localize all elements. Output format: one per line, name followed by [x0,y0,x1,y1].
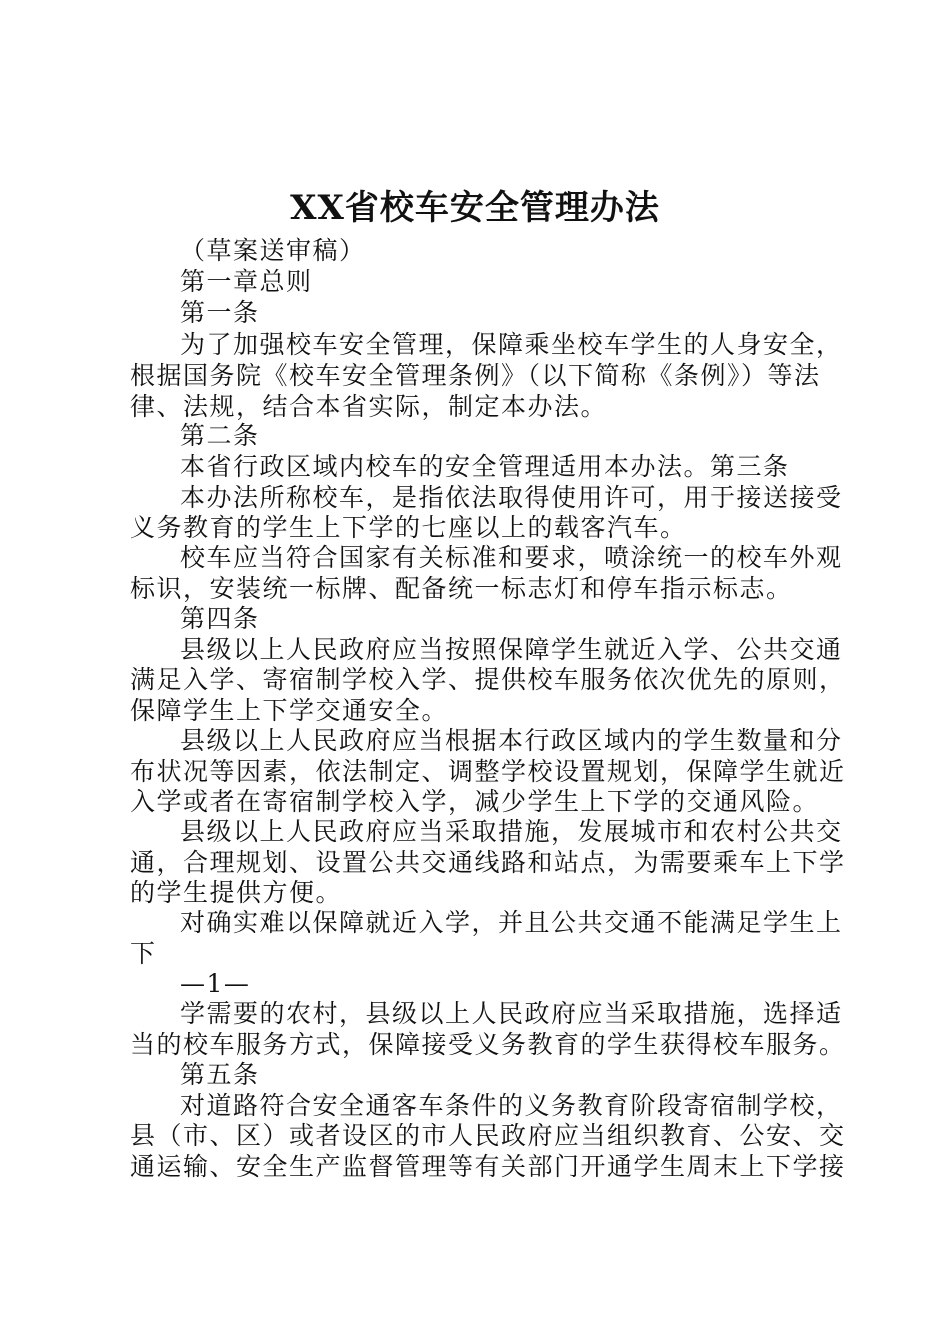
text-line: 校车应当符合国家有关标准和要求，喷涂统一的校车外观 [180,543,843,572]
article-heading: 第五条 [180,1060,260,1089]
text-line: 保障学生上下学交通安全。 [130,696,449,725]
text-line: 根据国务院《校车安全管理条例》（以下简称《条例》）等法 [130,361,821,390]
text-line: 县级以上人民政府应当根据本行政区域内的学生数量和分 [180,726,843,755]
draft-note: （草案送审稿） [180,236,366,265]
text-line: 标识，安装统一标牌、配备统一标志灯和停车指示标志。 [130,574,793,603]
text-line: 本办法所称校车，是指依法取得使用许可，用于接送接受 [180,483,843,512]
text-line: 为了加强校车安全管理，保障乘坐校车学生的人身安全， [180,330,843,359]
page-number: —1— [180,969,251,998]
text-line: 下 [130,939,157,968]
text-line: 通，合理规划、设置公共交通线路和站点，为需要乘车上下学 [130,848,846,877]
text-line: 义务教育的学生上下学的七座以上的载客汽车。 [130,513,687,542]
article-heading: 第四条 [180,604,260,633]
text-line: 通运输、安全生产监督管理等有关部门开通学生周末上下学接 [130,1152,846,1181]
text-line: 当的校车服务方式，保障接受义务教育的学生获得校车服务。 [130,1030,846,1059]
text-line: 县级以上人民政府应当采取措施，发展城市和农村公共交 [180,817,843,846]
text-line: 满足入学、寄宿制学校入学、提供校车服务依次优先的原则， [130,665,846,694]
text-line: 县级以上人民政府应当按照保障学生就近入学、公共交通 [180,635,843,664]
text-line: 县（市、区）或者设区的市人民政府应当组织教育、公安、交 [130,1121,846,1150]
text-line: 的学生提供方便。 [130,878,343,907]
chapter-heading: 第一章总则 [180,267,313,296]
text-line: 本省行政区域内校车的安全管理适用本办法。第三条 [180,452,790,481]
article-heading: 第一条 [180,298,260,327]
article-heading: 第二条 [180,421,260,450]
text-line: 学需要的农村，县级以上人民政府应当采取措施，选择适 [180,999,843,1028]
text-line: 布状况等因素，依法制定、调整学校设置规划，保障学生就近 [130,757,846,786]
text-line: 入学或者在寄宿制学校入学，减少学生上下学的交通风险。 [130,787,820,816]
document-title: XX省校车安全管理办法 [290,188,660,228]
text-line: 对道路符合安全通客车条件的义务教育阶段寄宿制学校， [180,1091,843,1120]
text-line: 律、法规，结合本省实际，制定本办法。 [130,392,608,421]
text-line: 对确实难以保障就近入学，并且公共交通不能满足学生上 [180,908,843,937]
